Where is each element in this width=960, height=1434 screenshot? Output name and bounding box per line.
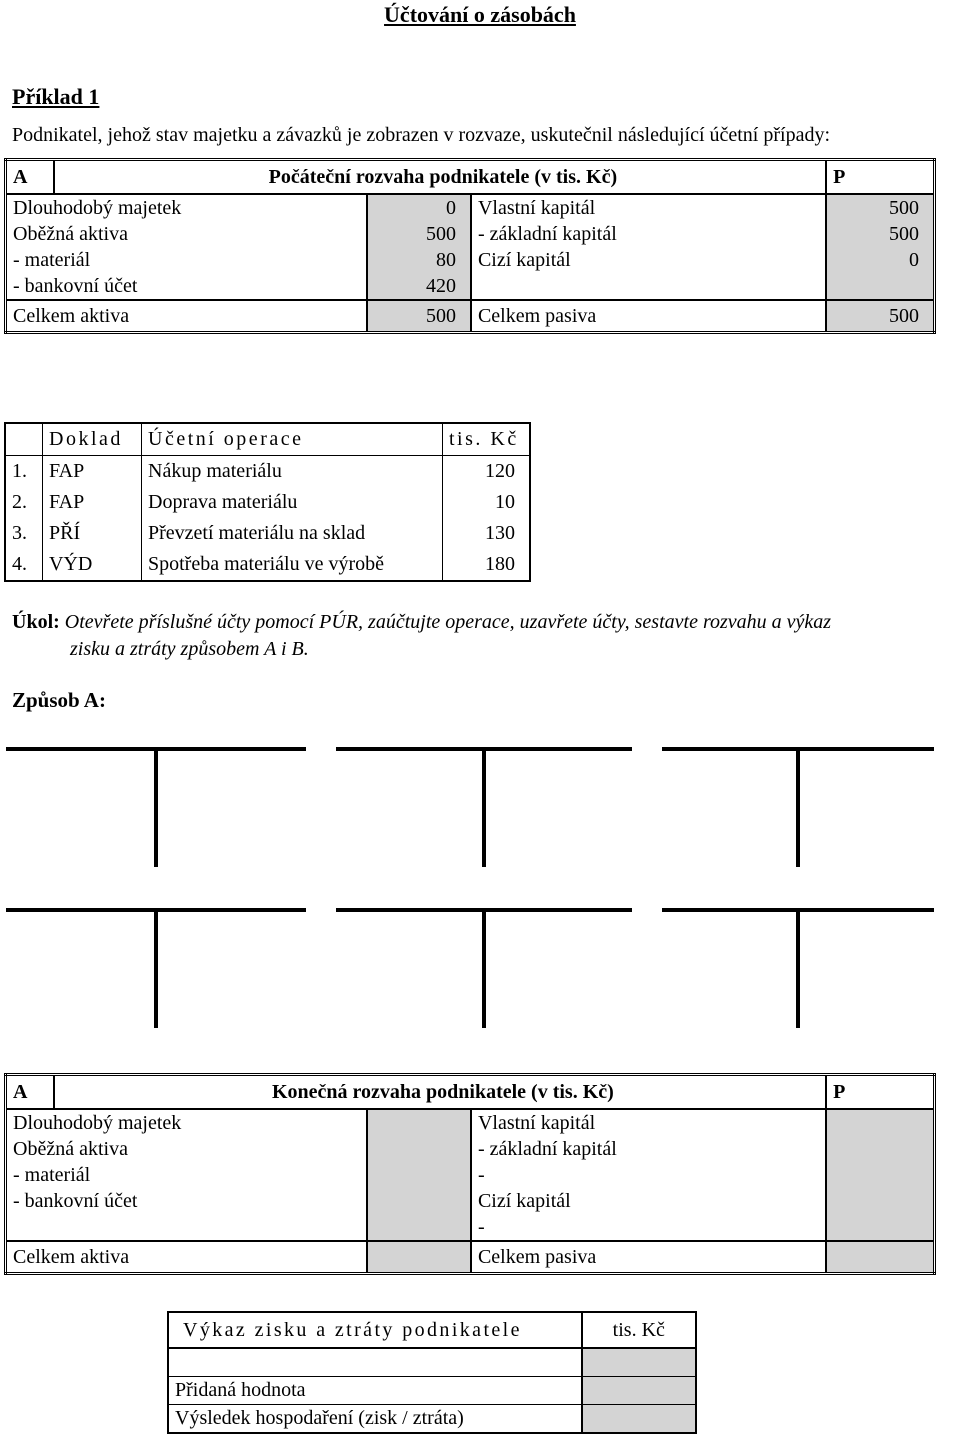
balance-row (6, 1109, 935, 1136)
operation-row (5, 456, 530, 488)
liability-value-blank (826, 1214, 934, 1241)
balance-total-row (6, 300, 935, 333)
liabilities-total-label: Celkem pasiva (471, 1241, 826, 1274)
opening-balance-table (4, 158, 936, 334)
profit-loss-value-blank (582, 1405, 696, 1434)
liability-label (471, 273, 826, 300)
liability-value-blank (826, 1136, 934, 1162)
operation-description: Spotřeba materiálu ve výrobě (142, 549, 443, 581)
profit-loss-row (168, 1377, 696, 1405)
operation-number: 2. (12, 491, 27, 513)
liability-value (826, 273, 934, 300)
operation-document: FAP (43, 456, 142, 488)
task-text (12, 609, 960, 663)
liability-value-blank (826, 1162, 934, 1188)
t-account (6, 908, 306, 1028)
assets-total-label: Celkem aktiva (6, 300, 367, 333)
task-line-2: zisku a ztráty způsobem A i B. (70, 638, 309, 660)
t-account (662, 908, 934, 1028)
operation-document: VÝD (43, 549, 142, 581)
liability-label: Cizí kapitál (471, 1188, 826, 1214)
asset-value: 80 (367, 247, 471, 273)
operations-table (4, 422, 531, 582)
balance-row (6, 221, 935, 247)
assets-total-value: 500 (367, 300, 471, 333)
liability-label: Cizí kapitál (471, 247, 826, 273)
operation-description: Nákup materiálu (142, 456, 443, 488)
liabilities-total-blank (826, 1241, 934, 1274)
asset-value-blank (367, 1162, 471, 1188)
operation-number: 3. (12, 522, 27, 544)
profit-loss-table (167, 1311, 697, 1434)
balance-total-row (6, 1241, 935, 1274)
t-account (662, 747, 934, 867)
assets-total-blank (367, 1241, 471, 1274)
operation-row (5, 549, 530, 581)
operation-description: Převzetí materiálu na sklad (142, 518, 443, 549)
liability-value: 500 (826, 194, 934, 221)
liability-value-blank (826, 1109, 934, 1136)
balance-row (6, 194, 935, 221)
intro-text: Podnikatel, jehož stav majetku a závazků je zobrazen v rozvaze, uskutečnil následující účetní případy: (12, 124, 831, 146)
liabilities-mark: P (826, 1075, 934, 1110)
profit-loss-title: Výkaz zisku a ztráty podnikatele (168, 1312, 582, 1348)
t-account (6, 747, 306, 867)
opening-balance-header (6, 160, 935, 195)
asset-value-blank (367, 1214, 471, 1241)
balance-row (6, 1188, 935, 1214)
operation-amount: 10 (443, 487, 531, 518)
profit-loss-value-blank (582, 1377, 696, 1405)
asset-label: - bankovní účet (6, 273, 367, 300)
operation-number: 1. (12, 460, 27, 482)
task-line-1: Otevřete příslušné účty pomocí PÚR, zaúčtujte operace, uzavřete účty, sestavte rozvahu a výkaz (64, 611, 832, 633)
asset-label: Dlouhodobý majetek (6, 194, 367, 221)
opening-balance-title: Počáteční rozvaha podnikatele (v tis. Kč) (54, 160, 826, 195)
balance-row (6, 1162, 935, 1188)
task-label: Úkol: (12, 611, 60, 633)
t-account (336, 747, 632, 867)
asset-value: 420 (367, 273, 471, 300)
liability-label: - základní kapitál (471, 1136, 826, 1162)
assets-mark: A (6, 160, 54, 195)
document-title: Účtování o zásobách (384, 2, 576, 27)
header-document: Doklad (43, 423, 142, 456)
operation-row (5, 518, 530, 549)
asset-label: - materiál (6, 1162, 367, 1188)
profit-loss-row (168, 1405, 696, 1434)
liabilities-total-label: Celkem pasiva (471, 300, 826, 333)
closing-balance-table (4, 1073, 936, 1275)
operation-amount: 120 (443, 456, 531, 488)
asset-label: Oběžná aktiva (6, 221, 367, 247)
balance-row (6, 273, 935, 300)
header-amount: tis. Kč (443, 423, 531, 456)
asset-value-blank (367, 1109, 471, 1136)
operation-amount: 180 (443, 549, 531, 581)
assets-mark: A (6, 1075, 54, 1110)
profit-loss-label: Výsledek hospodaření (zisk / ztráta) (175, 1407, 464, 1429)
asset-value-blank (367, 1188, 471, 1214)
profit-loss-label: Přidaná hodnota (168, 1377, 582, 1405)
liability-value: 500 (826, 221, 934, 247)
operation-description: Doprava materiálu (142, 487, 443, 518)
closing-balance-title: Konečná rozvaha podnikatele (v tis. Kč) (54, 1075, 826, 1110)
liability-label: - (471, 1214, 826, 1241)
liabilities-mark: P (826, 160, 934, 195)
liability-value-blank (826, 1188, 934, 1214)
example-title: Příklad 1 (12, 84, 100, 109)
t-account (336, 908, 632, 1028)
operations-header (5, 423, 530, 456)
balance-row (6, 247, 935, 273)
asset-label: Oběžná aktiva (6, 1136, 367, 1162)
balance-row (6, 1214, 935, 1241)
liability-label: - základní kapitál (471, 221, 826, 247)
operation-document: FAP (43, 487, 142, 518)
profit-loss-unit: tis. Kč (582, 1312, 696, 1348)
asset-label: - materiál (6, 247, 367, 273)
operation-number: 4. (12, 553, 27, 575)
profit-loss-label-blank (168, 1348, 582, 1377)
operation-row (5, 487, 530, 518)
asset-value-blank (367, 1136, 471, 1162)
liability-value: 0 (826, 247, 934, 273)
operation-document: PŘÍ (43, 518, 142, 549)
method-a-heading: Způsob A: (12, 688, 106, 712)
asset-label: - bankovní účet (6, 1188, 367, 1214)
asset-value: 0 (367, 194, 471, 221)
balance-row (6, 1136, 935, 1162)
closing-balance-header (6, 1075, 935, 1110)
liability-label: Vlastní kapitál (471, 1109, 826, 1136)
assets-total-label: Celkem aktiva (6, 1241, 367, 1274)
operation-amount: 130 (443, 518, 531, 549)
header-operation: Účetní operace (142, 423, 443, 456)
profit-loss-row (168, 1348, 696, 1377)
asset-value: 500 (367, 221, 471, 247)
liability-label: - (471, 1162, 826, 1188)
asset-label (6, 1214, 367, 1241)
asset-label: Dlouhodobý majetek (6, 1109, 367, 1136)
liabilities-total-value: 500 (826, 300, 934, 333)
profit-loss-value-blank (582, 1348, 696, 1377)
liability-label: Vlastní kapitál (471, 194, 826, 221)
profit-loss-header (168, 1312, 696, 1348)
